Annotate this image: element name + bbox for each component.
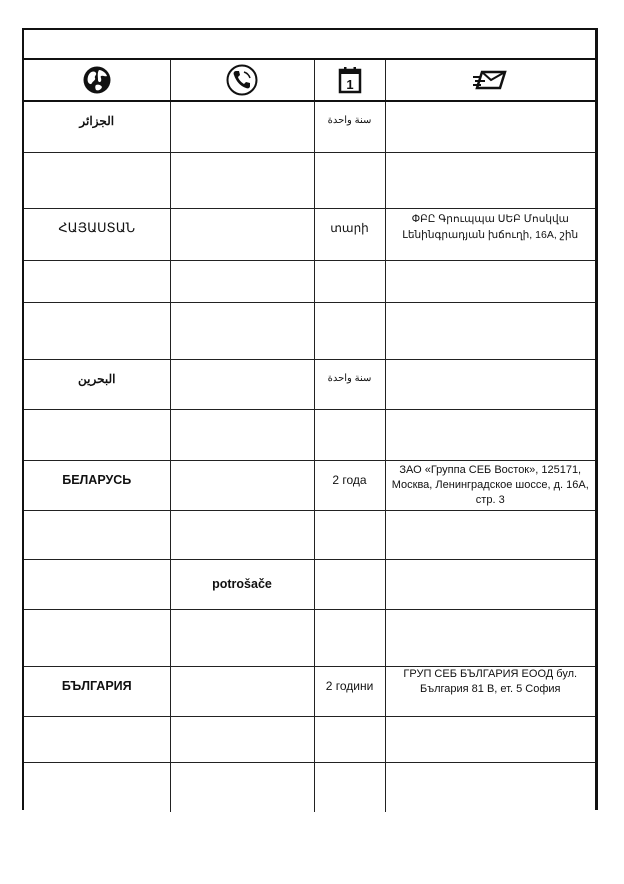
table-header-row [24,60,595,101]
table-row [24,666,595,716]
guarantee-cell [314,101,385,152]
service-address: ГРУП СЕБ БЪЛГАРИЯ ЕООД бул. България 81 В, ет. 5 София [403,667,578,695]
service-address: ЗАО «Группа СЕБ Восток», 125171, Москва, Ленинградское шоссе, д. 16А, стр. 3 [391,463,589,506]
phone-cell [170,208,314,260]
table-row [24,152,595,208]
country-name: الجزائر [79,114,115,128]
address-cell [385,359,595,409]
phone-icon [226,64,258,96]
country-cell [24,460,170,510]
country-name: БЪЛГАРИЯ [61,678,132,693]
calendar-number: 1 [345,77,354,92]
table-row [24,302,595,359]
calendar-icon [338,66,362,94]
header-guarantee [314,60,385,101]
country-cell [24,666,170,716]
table-row [24,208,595,260]
table-row [24,409,595,460]
address-cell [385,101,595,152]
country-name: БЕЛАРУСЬ [62,472,132,487]
warranty-table [24,60,595,812]
header-address [385,60,595,101]
guarantee-cell [314,208,385,260]
address-cell [385,460,595,510]
header-phone [170,60,314,101]
warranty-table-frame [22,28,598,810]
country-cell [24,101,170,152]
guarantee-period: سنة واحدة [327,115,372,126]
header-country [24,60,170,101]
phone-cell [170,101,314,152]
guarantee-cell [314,460,385,510]
country-cell [24,208,170,260]
country-cell [24,359,170,409]
table-title-row [24,30,595,60]
address-cell [385,666,595,716]
table-row [24,460,595,510]
service-address: ՓԲԸ Գրուպպա ՍԵԲ Մոսկվա Լենինգրադյան խճուղի, 16A, շին [402,212,579,241]
table-row [24,510,595,559]
guarantee-period: 2 года [332,472,367,487]
phone-number: potrošače [212,576,272,591]
phone-cell [170,359,314,409]
table-row [24,359,595,409]
address-icon [472,68,508,92]
globe-icon [82,65,112,95]
table-row [24,260,595,302]
table-row [24,609,595,666]
country-name: ՀԱՅԱՍՏԱՆ [58,219,136,235]
table-row [24,101,595,152]
table-row [24,559,595,609]
table-row [24,716,595,762]
phone-cell [170,666,314,716]
address-cell [385,208,595,260]
table-row [24,762,595,812]
guarantee-period: 2 години [325,678,374,693]
phone-cell [170,559,314,609]
guarantee-cell [314,666,385,716]
phone-cell [170,460,314,510]
guarantee-period: سنة واحدة [327,372,372,384]
guarantee-cell [314,359,385,409]
country-name: البحرين [78,371,116,386]
guarantee-period: տարի [330,220,369,235]
